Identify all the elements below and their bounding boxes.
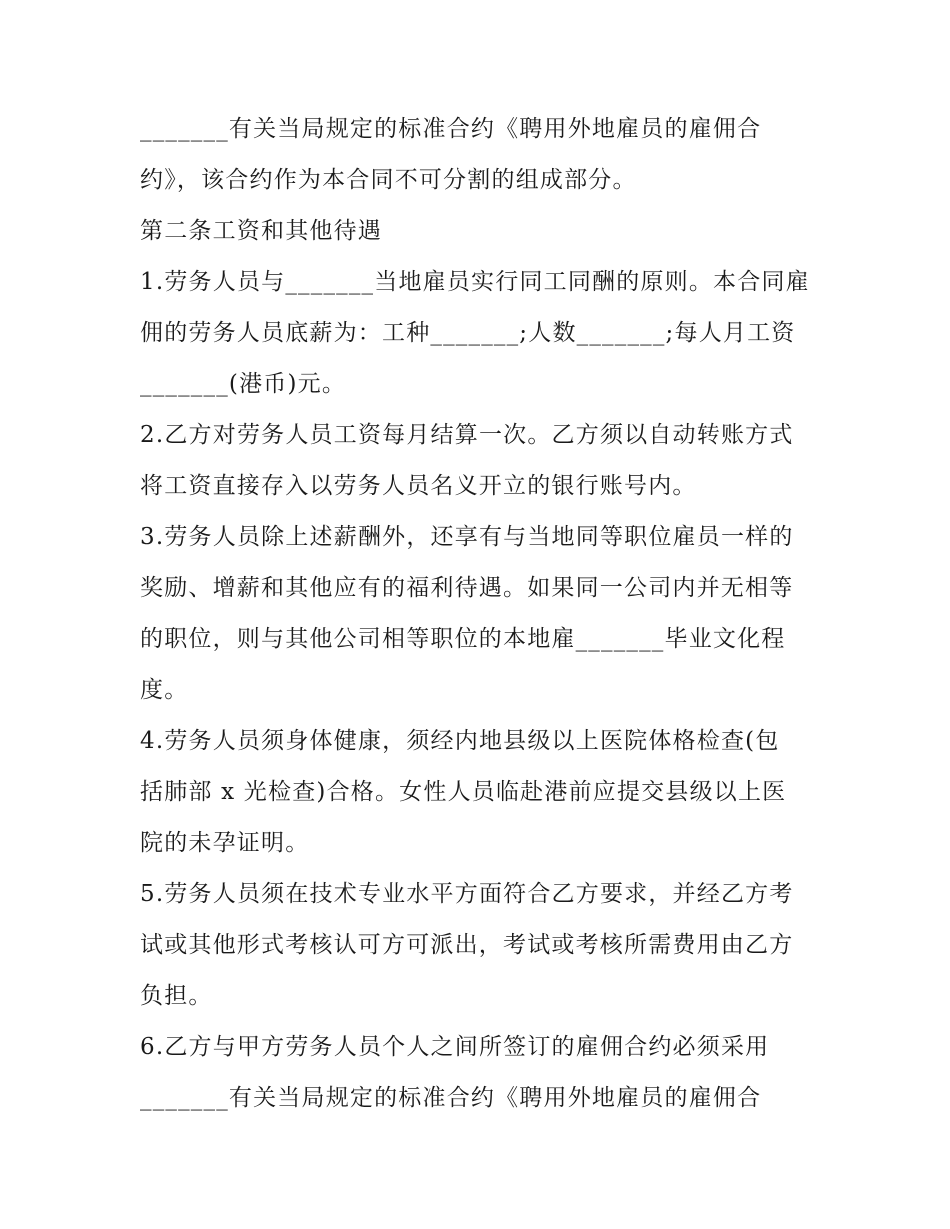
text-line: 奖励、增薪和其他应有的福利待遇。如果同一公司内并无相等 — [140, 575, 794, 601]
text-line: _______有关当局规定的标准合约《聘用外地雇员的雇佣合 — [140, 1085, 762, 1111]
text-line: 4.劳务人员须身体健康，须经内地县级以上医院体格检查(包 — [140, 728, 780, 754]
text-line: 度。 — [140, 677, 189, 703]
document-body — [140, 104, 820, 1124]
text-line: 5.劳务人员须在技术专业水平方面符合乙方要求，并经乙方考 — [140, 881, 794, 907]
text-line: 1.劳务人员与_______当地雇员实行同工同酬的原则。本合同雇 — [140, 269, 810, 295]
text-line: _______有关当局规定的标准合约《聘用外地雇员的雇佣合 — [140, 116, 762, 142]
text-line: 括肺部 x 光检查)合格。女性人员临赴港前应提交县级以上医 — [140, 779, 787, 805]
section-heading: 第二条工资和其他待遇 — [140, 218, 382, 244]
text-line: 3.劳务人员除上述薪酬外，还享有与当地同等职位雇员一样的 — [140, 524, 794, 550]
text-line: _______(港币)元。 — [140, 371, 347, 397]
text-line: 的职位，则与其他公司相等职位的本地雇_______毕业文化程 — [140, 626, 786, 652]
text-line: 院的未孕证明。 — [140, 830, 310, 856]
text-line: 试或其他形式考核认可方可派出，考试或考核所需费用由乙方 — [140, 932, 794, 958]
text-line: 佣的劳务人员底薪为：工种_______;人数_______;每人月工资 — [140, 320, 796, 346]
text-line: 负担。 — [140, 983, 213, 1009]
text-line: 将工资直接存入以劳务人员名义开立的银行账号内。 — [140, 473, 697, 499]
text-line: 6.乙方与甲方劳务人员个人之间所签订的雇佣合约必须采用 — [140, 1034, 770, 1060]
text-line: 约》，该合约作为本合同不可分割的组成部分。 — [140, 167, 637, 193]
text-line: 2.乙方对劳务人员工资每月结算一次。乙方须以自动转账方式 — [140, 422, 794, 448]
